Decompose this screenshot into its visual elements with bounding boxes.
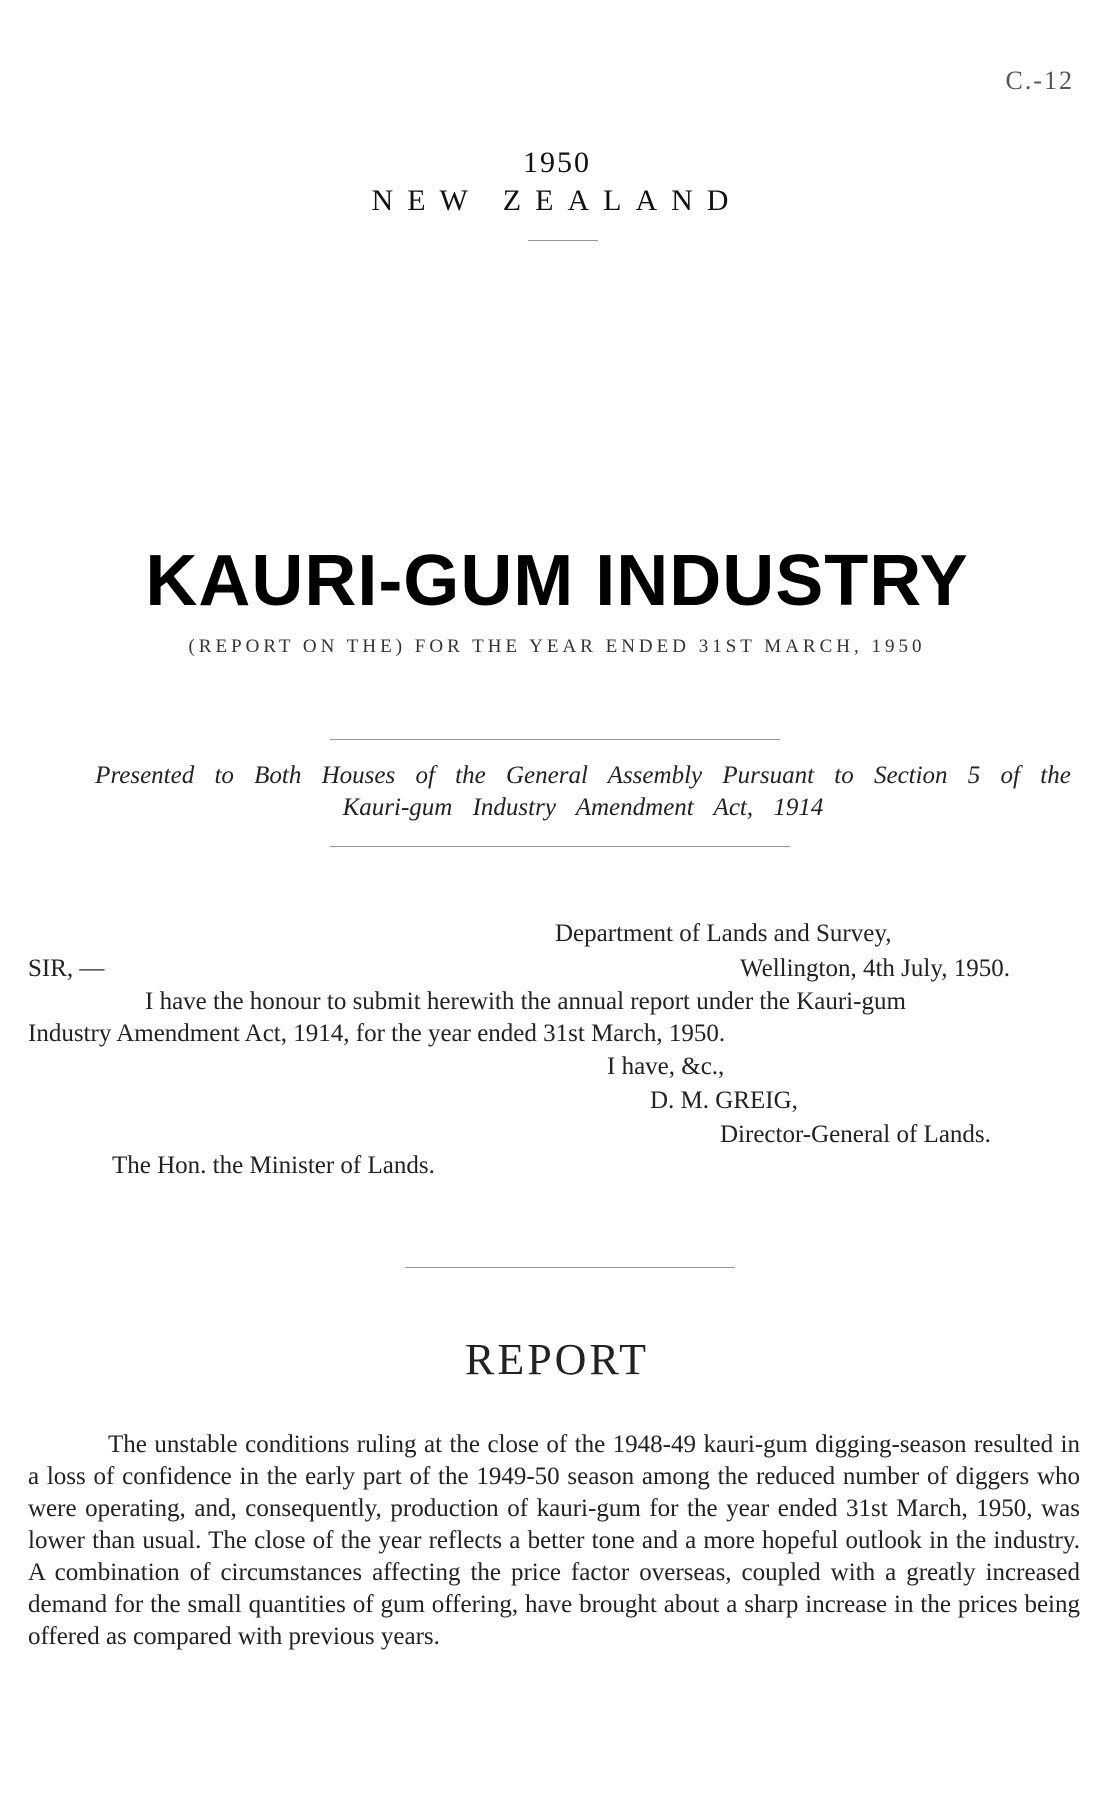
- letter-department: Department of Lands and Survey,: [555, 920, 892, 947]
- country-heading: NEW ZEALAND: [371, 184, 743, 217]
- report-heading: REPORT: [464, 1335, 650, 1384]
- letter-body-line: Industry Amendment Act, 1914, for the year ended 31st March, 1950.: [28, 1020, 726, 1047]
- letter-body-line: I have the honour to submit herewith the annual report under the Kauri-gum: [145, 988, 906, 1015]
- report-year: 1950: [523, 146, 591, 179]
- letter-salutation: SIR, —: [28, 955, 105, 982]
- letter-signatory: D. M. GREIG,: [650, 1087, 798, 1114]
- letter-addressee: The Hon. the Minister of Lands.: [112, 1152, 435, 1179]
- presentation-note: Presented to Both Houses of the General Assembly Pursuant to Section 5 of the Kauri-gum Industry Amendment Act, 1914: [95, 762, 1071, 821]
- document-title: KAURI-GUM INDUSTRY: [145, 541, 969, 621]
- divider-rule: [405, 1267, 735, 1268]
- letter-place-date: Wellington, 4th July, 1950.: [740, 955, 1010, 982]
- letter-closing: I have, &c.,: [607, 1053, 725, 1080]
- report-paragraph: The unstable conditions ruling at the close of the 1948-49 kauri-gum digging-season resulted in a loss of confidence in the early part of the 1949-50 season among the reduced number of diggers who were operating, and, consequently, production of kauri-gum for the year ended 31st March, 1950, was lower than usual. The close of the year reflects a better tone and a more hopeful outlook in the industry. A combination of circumstances affecting the price factor overseas, coupled with a greatly increased demand for the small quantities of gum offering, have brought about a sharp increase in the prices being offered as compared with previous years.: [28, 1431, 1080, 1650]
- divider-rule: [330, 846, 790, 847]
- divider-rule: [528, 240, 598, 241]
- document-subtitle: (REPORT ON THE) FOR THE YEAR ENDED 31ST MARCH, 1950: [188, 636, 926, 657]
- letter-signatory-title: Director-General of Lands.: [720, 1121, 991, 1148]
- page-reference: C.-12: [1005, 66, 1074, 95]
- divider-rule: [330, 739, 780, 740]
